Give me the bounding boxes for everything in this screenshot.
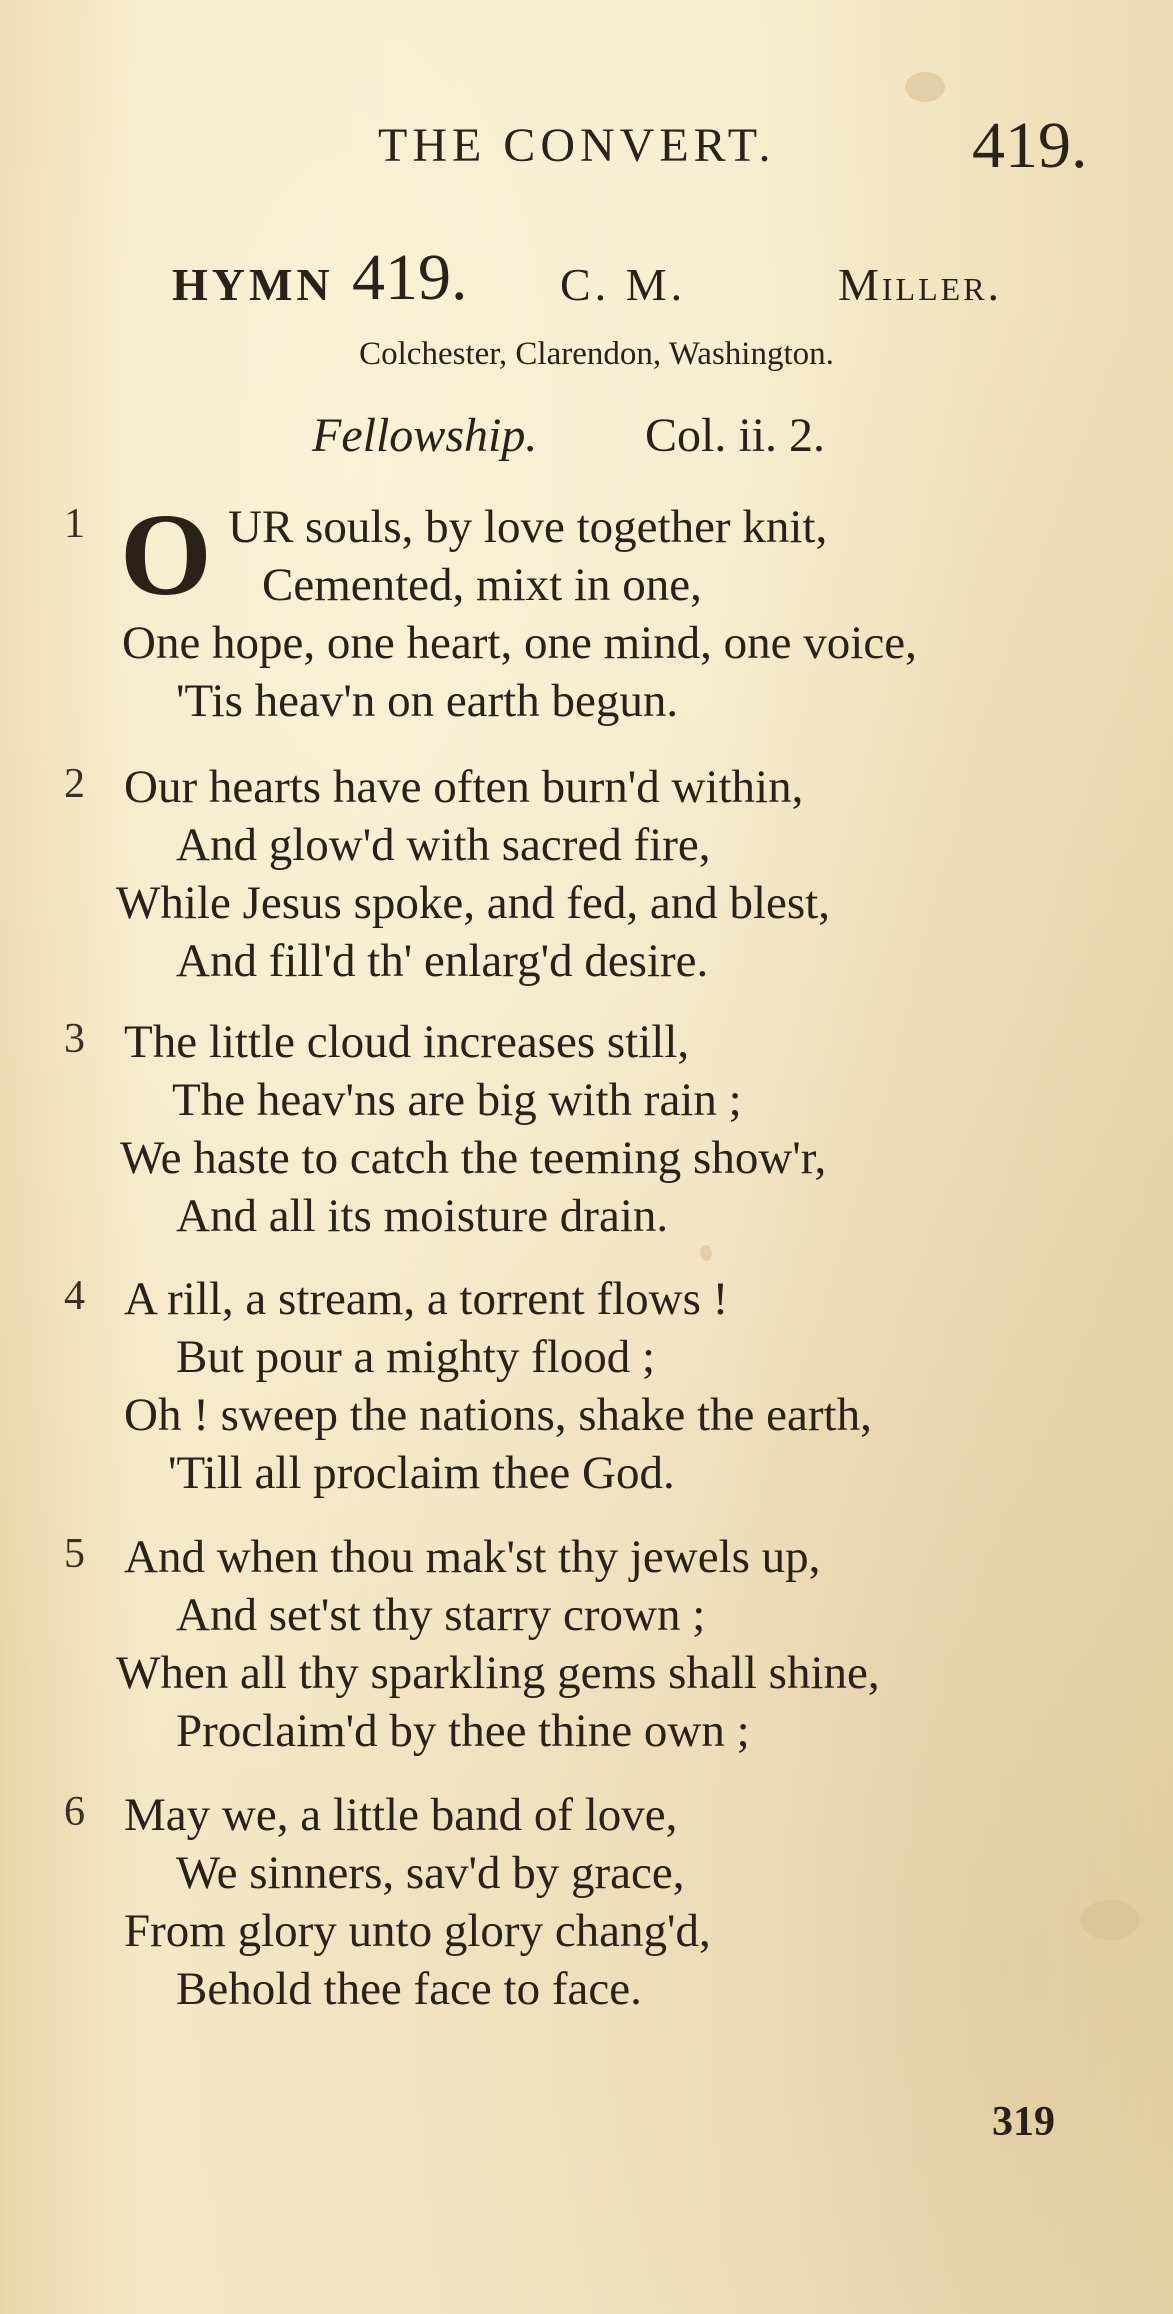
page-number: 419. xyxy=(972,109,1088,182)
verse-line: We haste to catch the teeming show'r, xyxy=(120,1132,827,1184)
verse-line: Our hearts have often burn'd within, xyxy=(124,761,804,813)
verse-line: Proclaim'd by thee thine own ; xyxy=(176,1705,750,1757)
verse-line: 'Tis heav'n on earth begun. xyxy=(176,675,679,727)
hymn-composer: Miller. xyxy=(838,259,1003,310)
verse-line: The heav'ns are big with rain ; xyxy=(172,1074,742,1126)
verse-line: And when thou mak'st thy jewels up, xyxy=(124,1531,821,1583)
verse-line: A rill, a stream, a torrent flows ! xyxy=(124,1273,729,1325)
verse-line: And set'st thy starry crown ; xyxy=(176,1589,706,1641)
signature-mark: 319 xyxy=(992,2099,1055,2145)
stanza-number: 3 xyxy=(64,1016,85,1062)
drop-cap: O xyxy=(120,489,212,620)
hymn-subject: Fellowship. xyxy=(312,409,538,462)
stanza-number: 5 xyxy=(64,1531,85,1577)
scripture-reference: Col. ii. 2. xyxy=(645,409,826,462)
stanza-number: 4 xyxy=(64,1273,85,1319)
stanza-number: 1 xyxy=(64,501,85,547)
tune-names: Colchester, Clarendon, Washington. xyxy=(359,336,834,372)
verse-line: And glow'd with sacred fire, xyxy=(176,819,711,871)
verse-line: And all its moisture drain. xyxy=(176,1190,669,1242)
stanza-number: 6 xyxy=(64,1789,85,1835)
verse-line: One hope, one heart, one mind, one voice, xyxy=(122,617,917,669)
verse-line: We sinners, sav'd by grace, xyxy=(176,1847,685,1899)
hymn-heading xyxy=(0,240,1173,320)
verse-line: Cemented, mixt in one, xyxy=(262,559,702,611)
hymn-meter: C. M. xyxy=(560,259,687,310)
verse-line: UR souls, by love together knit, xyxy=(228,501,828,553)
running-title: THE CONVERT. xyxy=(378,119,776,172)
verse-line: Oh ! sweep the nations, shake the earth, xyxy=(124,1389,872,1441)
verse-line: But pour a mighty flood ; xyxy=(176,1331,656,1383)
running-header xyxy=(0,108,1173,182)
verse-line: When all thy sparkling gems shall shine, xyxy=(116,1647,880,1699)
subject-line xyxy=(0,408,1173,468)
verse-line: From glory unto glory chang'd, xyxy=(124,1905,711,1957)
verse-line: May we, a little band of love, xyxy=(124,1789,678,1841)
verse-line: The little cloud increases still, xyxy=(124,1016,690,1068)
verse-line: And fill'd th' enlarg'd desire. xyxy=(176,935,709,987)
verse-line: While Jesus spoke, and fed, and blest, xyxy=(116,877,830,929)
verse-line: Behold thee face to face. xyxy=(176,1963,642,2015)
hymn-label: HYMN xyxy=(172,259,334,310)
verse-line: 'Till all proclaim thee God. xyxy=(168,1447,675,1499)
hymn-number: 419. xyxy=(352,241,468,314)
stanza-number: 2 xyxy=(64,761,85,807)
